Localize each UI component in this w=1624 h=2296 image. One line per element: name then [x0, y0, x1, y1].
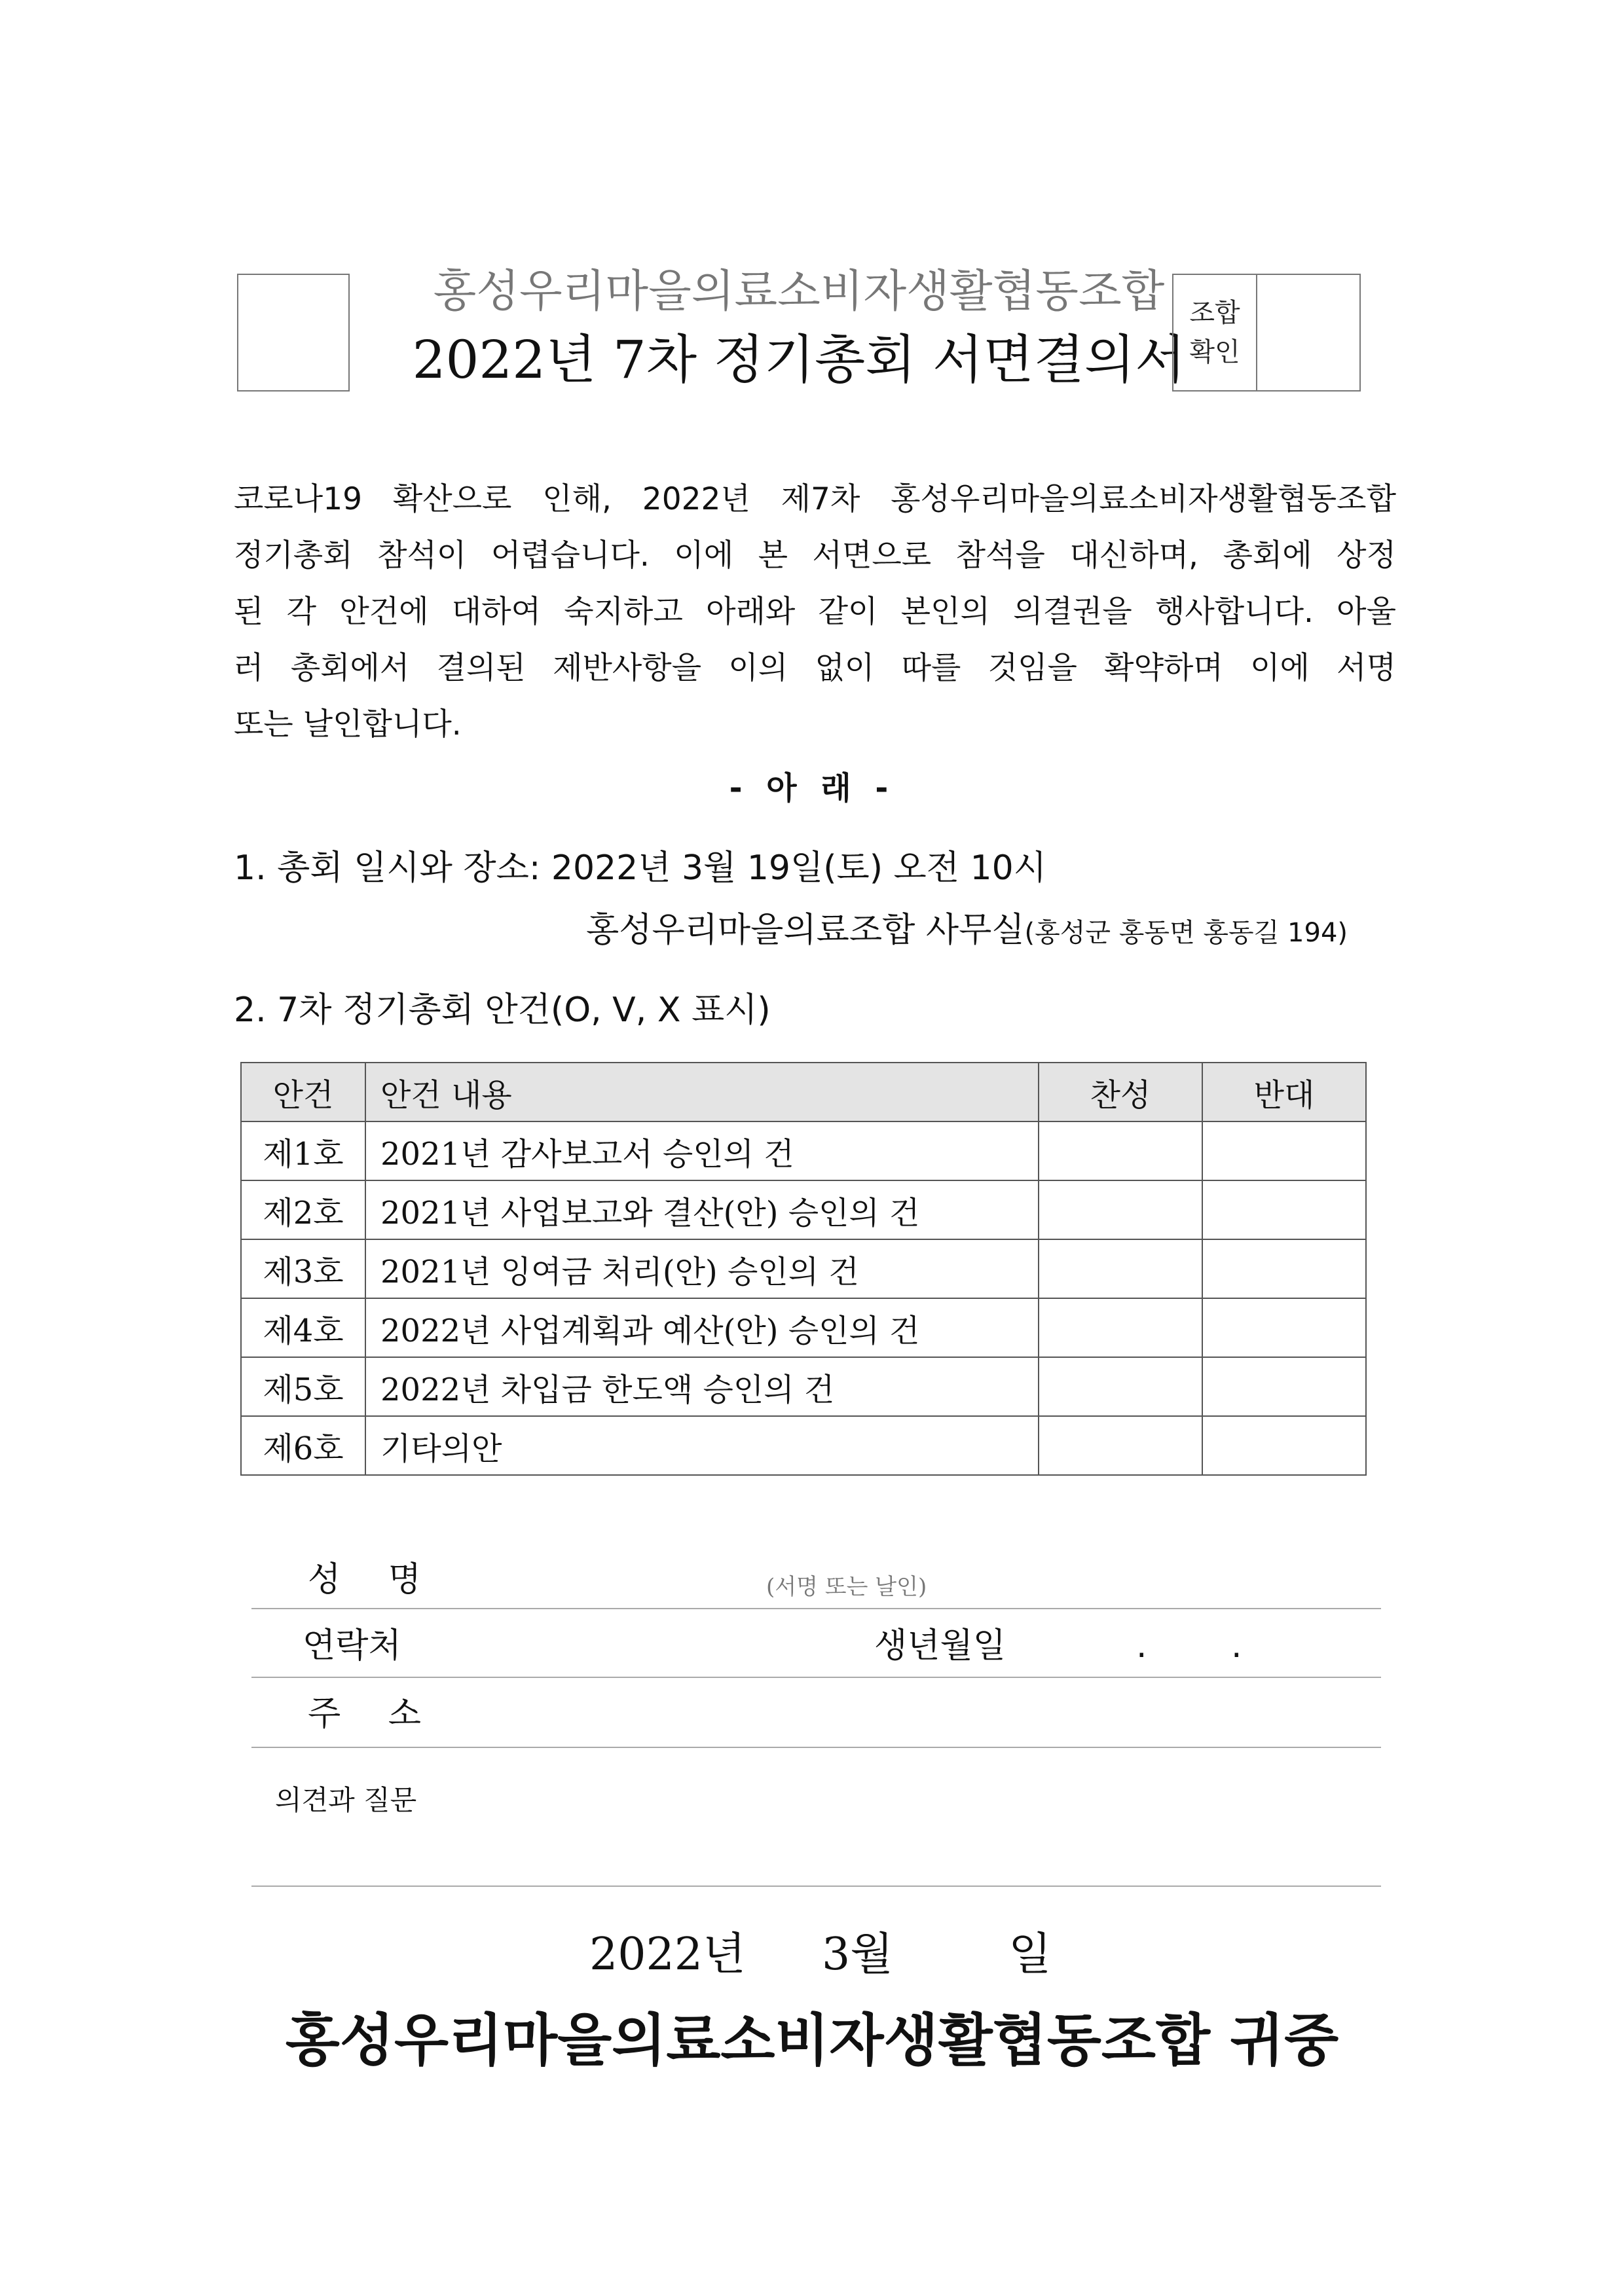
oppose-cell[interactable] — [1202, 1180, 1366, 1239]
contact-label: 연락처 — [303, 1626, 401, 1666]
divider — [251, 1747, 1381, 1748]
agenda-header-row — [241, 1063, 1366, 1121]
approve-cell[interactable] — [1039, 1180, 1202, 1239]
below-heading: - 아 래 - — [729, 770, 895, 807]
signature-note: (서명 또는 날인) — [766, 1574, 927, 1600]
header-oppose: 반대 — [1202, 1063, 1366, 1121]
table-row — [241, 1121, 1366, 1180]
agenda-heading: 2. 7차 정기총회 안건(O, V, X 표시) — [234, 991, 771, 1030]
intro-line: 정기총회 참석이 어렵습니다. 이에 본 서면으로 참석을 대신하며, 총회에 상정 — [234, 538, 1396, 574]
agenda-no: 제4호 — [241, 1298, 365, 1357]
intro-line: 러 총회에서 결의된 제반사항을 이의 없이 따를 것임을 확약하며 이에 서명 — [234, 650, 1396, 686]
intro-line: 된 각 안건에 대하여 숙지하고 아래와 같이 본인의 의결권을 행사합니다. 아울 — [234, 594, 1396, 630]
oppose-cell[interactable] — [1202, 1357, 1366, 1416]
union-confirm-label — [1173, 275, 1257, 390]
confirm-stamp-area[interactable] — [1257, 275, 1359, 390]
divider — [251, 1677, 1381, 1678]
table-row — [241, 1416, 1366, 1475]
meeting-place-name: 홍성우리마을의료조합 사무실 — [586, 911, 1025, 950]
date-month: 3월 — [822, 1929, 893, 1980]
photo-box — [237, 274, 350, 392]
agenda-no: 제5호 — [241, 1357, 365, 1416]
confirm-label-line2: 확인 — [1189, 337, 1240, 367]
name-label: 성 명 — [308, 1560, 439, 1599]
date-day: 일 — [1008, 1929, 1052, 1980]
meeting-place — [586, 910, 1348, 951]
contact-field[interactable] — [458, 1620, 851, 1673]
approve-cell[interactable] — [1039, 1121, 1202, 1180]
union-confirm-box — [1172, 274, 1361, 392]
agenda-content: 기타의안 — [365, 1416, 1039, 1475]
table-row — [241, 1357, 1366, 1416]
agenda-no: 제6호 — [241, 1416, 365, 1475]
agenda-content: 2021년 잉여금 처리(안) 승인의 건 — [365, 1239, 1039, 1298]
header-agenda-no: 안건 — [241, 1063, 365, 1121]
agenda-content: 2021년 사업보고와 결산(안) 승인의 건 — [365, 1180, 1039, 1239]
confirm-label-line1: 조합 — [1189, 298, 1240, 328]
intro-line: 또는 날인합니다. — [234, 706, 462, 742]
approve-cell[interactable] — [1039, 1239, 1202, 1298]
table-row — [241, 1180, 1366, 1239]
table-row — [241, 1239, 1366, 1298]
table-row — [241, 1298, 1366, 1357]
divider — [251, 1608, 1381, 1609]
recipient: 홍성우리마을의료소비자생활협동조합 귀중 — [285, 2007, 1339, 2073]
meeting-datetime: 1. 총회 일시와 장소: 2022년 3월 19일(토) 오전 10시 — [234, 848, 1046, 888]
oppose-cell[interactable] — [1202, 1121, 1366, 1180]
opinion-label: 의견과 질문 — [275, 1784, 417, 1816]
oppose-cell[interactable] — [1202, 1239, 1366, 1298]
birthdate-separator: . — [1136, 1626, 1147, 1666]
opinion-field[interactable] — [458, 1761, 1375, 1879]
agenda-no: 제1호 — [241, 1121, 365, 1180]
approve-cell[interactable] — [1039, 1298, 1202, 1357]
approve-cell[interactable] — [1039, 1357, 1202, 1416]
oppose-cell[interactable] — [1202, 1298, 1366, 1357]
header-approve: 찬성 — [1039, 1063, 1202, 1121]
birthdate-field[interactable] — [1035, 1620, 1375, 1673]
date-year: 2022년 — [589, 1929, 746, 1980]
intro-paragraph — [234, 471, 1396, 753]
meeting-address: (홍성군 홍동면 홍동길 194) — [1024, 918, 1348, 948]
name-field[interactable] — [458, 1552, 1375, 1604]
agenda-content: 2022년 차입금 한도액 승인의 건 — [365, 1357, 1039, 1416]
agenda-content: 2022년 사업계획과 예산(안) 승인의 건 — [365, 1298, 1039, 1357]
agenda-table — [240, 1062, 1367, 1476]
agenda-no: 제3호 — [241, 1239, 365, 1298]
birthdate-separator: . — [1231, 1626, 1242, 1666]
organization-name: 홍성우리마을의료소비자생활협동조합 — [433, 266, 1165, 318]
address-label: 주 소 — [308, 1694, 439, 1734]
intro-line: 코로나19 확산으로 인해, 2022년 제7차 홍성우리마을의료소비자생활협동조합 — [234, 481, 1396, 517]
agenda-content: 2021년 감사보고서 승인의 건 — [365, 1121, 1039, 1180]
divider — [251, 1886, 1381, 1887]
header-agenda-content: 안건 내용 — [365, 1063, 1039, 1121]
oppose-cell[interactable] — [1202, 1416, 1366, 1475]
document-title: 2022년 7차 정기총회 서면결의서 — [412, 329, 1186, 390]
address-field[interactable] — [458, 1689, 1375, 1741]
birthdate-label: 생년월일 — [874, 1626, 1006, 1666]
approve-cell[interactable] — [1039, 1416, 1202, 1475]
agenda-no: 제2호 — [241, 1180, 365, 1239]
